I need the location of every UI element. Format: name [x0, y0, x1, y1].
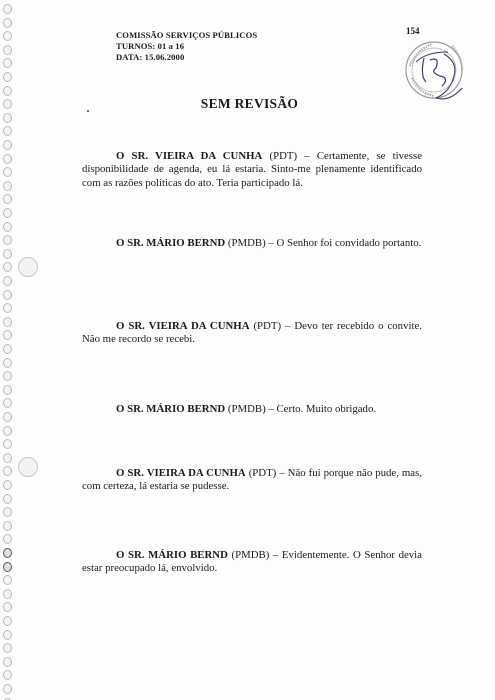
- speaker-name: O SR. MÁRIO BERND: [116, 237, 226, 249]
- binding-hole: [3, 575, 12, 585]
- binding-hole: [3, 330, 12, 340]
- binding-hole: [3, 630, 12, 640]
- binding-hole: [3, 58, 12, 68]
- binding-hole: [3, 167, 12, 177]
- speaker-name: O SR. MÁRIO BERND: [116, 403, 226, 415]
- binding-hole: [3, 480, 12, 490]
- binding-hole: [3, 344, 12, 354]
- speech-paragraph: [82, 237, 422, 250]
- binding-hole: [3, 18, 12, 28]
- speaker-name: O SR. MÁRIO BERND: [116, 549, 228, 561]
- binding-hole: [3, 86, 12, 96]
- speech-paragraph: [82, 549, 422, 576]
- binding-hole: [3, 154, 12, 164]
- speaker-party: (PMDB): [231, 549, 270, 561]
- binding-hole: [3, 494, 12, 504]
- speaker-name: O SR. VIEIRA DA CUNHA: [116, 320, 250, 332]
- binding-hole: [3, 72, 12, 82]
- binding-hole: [3, 194, 12, 204]
- binding-hole: [3, 317, 12, 327]
- speaker-party: (PMDB): [227, 237, 266, 249]
- binding-hole: [3, 670, 12, 680]
- binding-hole: [3, 4, 12, 14]
- binding-hole: [3, 249, 12, 259]
- speaker-party: (PDT): [269, 150, 298, 162]
- binding-hole: [3, 548, 12, 558]
- binding-hole: [3, 126, 12, 136]
- speech-text: – Devo ter recebido o convite. Não me recordo se recebi.: [82, 320, 422, 346]
- binding-hole: [3, 684, 12, 694]
- document-header: [116, 30, 257, 63]
- commission-name: COMISSÃO SERVIÇOS PÚBLICOS: [116, 30, 258, 40]
- speech-paragraph: [82, 150, 422, 190]
- binding-hole: [3, 602, 12, 612]
- speaker-party: (PMDB): [227, 403, 266, 415]
- binding-hole: [3, 303, 12, 313]
- binding-hole: [3, 657, 12, 667]
- speech-paragraph: [82, 320, 422, 347]
- punch-hole: [18, 257, 38, 277]
- binding-hole: [3, 113, 12, 123]
- binding-hole: [3, 398, 12, 408]
- binding-hole: [3, 534, 12, 544]
- punch-hole: [18, 457, 38, 477]
- speech-text: – Certo. Muito obrigado.: [265, 403, 377, 415]
- binding-hole: [3, 616, 12, 626]
- binding-hole: [3, 262, 12, 272]
- speech-paragraph: [82, 403, 422, 416]
- speech-text: – Certamente, se tivesse disponibilidade de agenda, eu lá estaria. Sinto-me plenamente identificado com as razões políticas do ato. Teria participado lá.: [82, 150, 422, 189]
- session-date: DATA: 15.06.2000: [116, 52, 185, 62]
- speech-text: – O Senhor foi convidado portanto.: [265, 237, 422, 249]
- speaker-name: O SR. VIEIRA DA CUNHA: [116, 467, 246, 479]
- binding-hole: [3, 45, 12, 55]
- speech-text: – Evidentemente. O Senhor devia estar preocupado lá, envolvido.: [82, 549, 422, 575]
- binding-hole: [3, 385, 12, 395]
- binding-hole: [3, 358, 12, 368]
- binding-hole: [3, 371, 12, 381]
- page-number: 154: [406, 26, 420, 36]
- binding-hole: [3, 589, 12, 599]
- binding-hole: [3, 507, 12, 517]
- speaker-party: (PDT): [253, 320, 282, 332]
- binding-hole: [3, 290, 12, 300]
- binding-hole: [3, 412, 12, 422]
- document-title: SEM REVISÃO: [200, 96, 299, 111]
- binding-hole: [3, 426, 12, 436]
- binding-hole: [3, 643, 12, 653]
- binding-hole: [3, 453, 12, 463]
- speech-text: – Não fui porque não pude, mas, com certeza, lá estaria se pudesse.: [82, 467, 422, 493]
- binding-hole: [3, 466, 12, 476]
- binding-hole: [3, 521, 12, 531]
- speaker-name: O SR. VIEIRA DA CUNHA: [116, 150, 263, 162]
- binding-hole: [3, 562, 12, 572]
- binding-hole: [3, 222, 12, 232]
- binding-hole: [3, 235, 12, 245]
- binding-hole: [3, 208, 12, 218]
- binding-hole: [3, 31, 12, 41]
- binding-hole: [3, 140, 12, 150]
- speaker-party: (PDT): [248, 467, 277, 479]
- speech-paragraph: [82, 467, 422, 494]
- turns-info: TURNOS: 01 a 16: [116, 41, 185, 51]
- binding-hole: [3, 181, 12, 191]
- binding-hole: [3, 276, 12, 286]
- binding-hole: [3, 439, 12, 449]
